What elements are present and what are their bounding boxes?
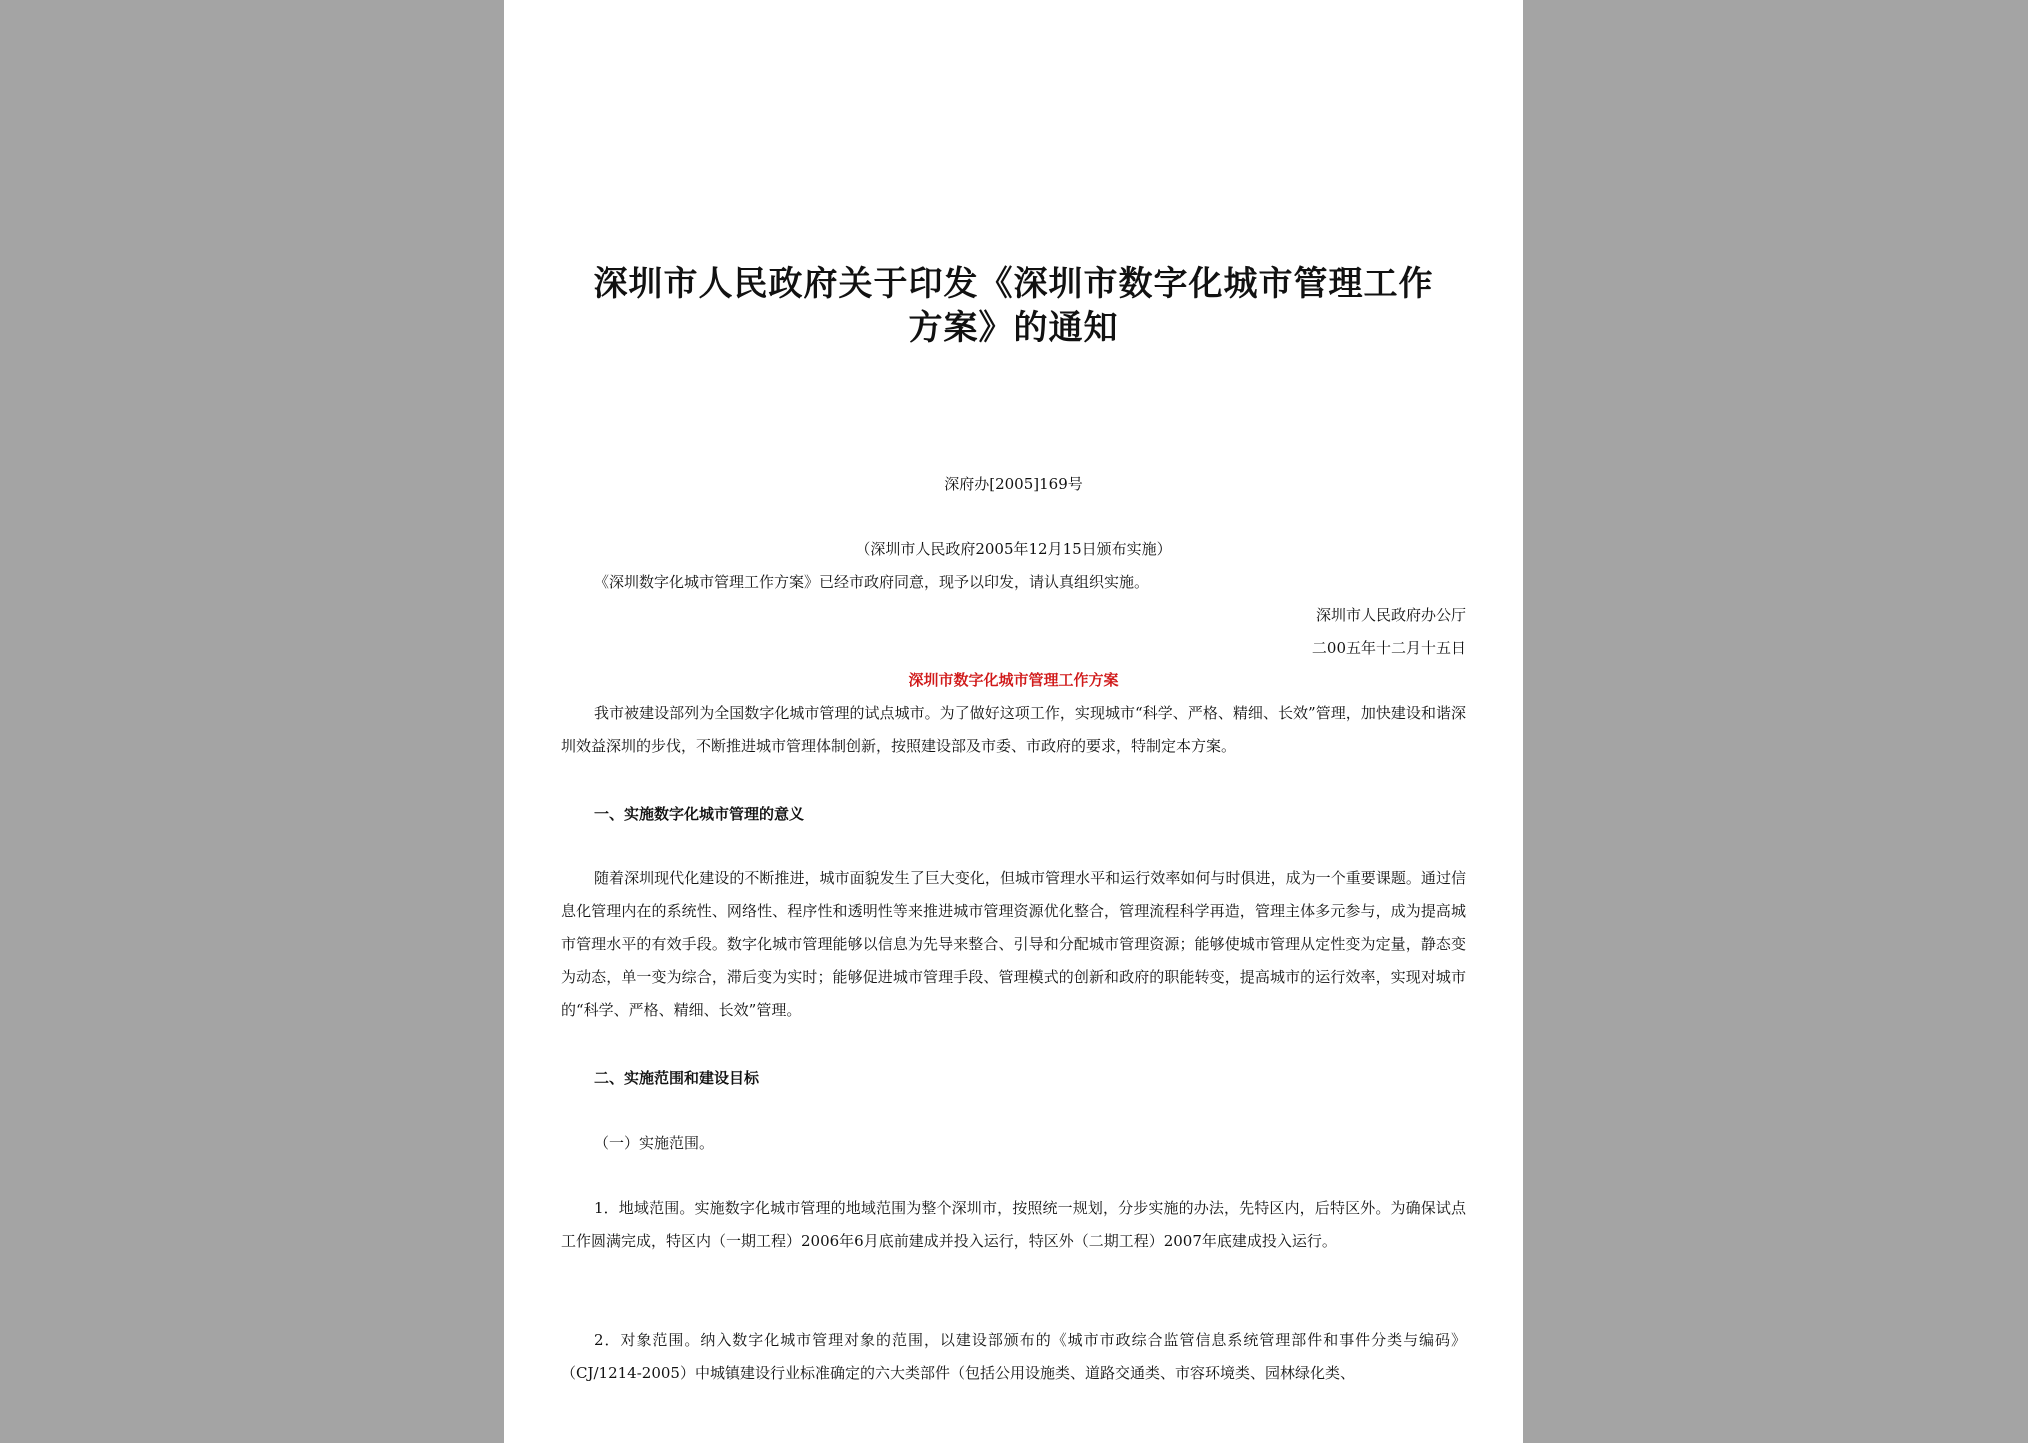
plan-title: 深圳市数字化城市管理工作方案 — [908, 671, 1119, 689]
document-title — [561, 262, 1466, 350]
section-2-heading: 二、实施范围和建设目标 — [594, 1069, 760, 1087]
item-2-paragraph: 2．对象范围。纳入数字化城市管理对象的范围，以建设部颁布的《城市市政综合监管信息系统管理部件和事件分类与编码》（CJ/1214-2005）中城镇建设行业标准确定的六大类部件（包括公用设施类、道路交通类、市容环境类、园林绿化类、 — [561, 1331, 1466, 1382]
subsection-1-heading: （一）实施范围。 — [594, 1134, 715, 1152]
section-1-heading: 一、实施数字化城市管理的意义 — [594, 805, 805, 823]
signatory: 深圳市人民政府办公厅 — [1315, 606, 1466, 624]
sign-date: 二00五年十二月十五日 — [1311, 639, 1466, 657]
item-1-paragraph: 1．地域范围。实施数字化城市管理的地域范围为整个深圳市，按照统一规划，分步实施的办法，先特区内，后特区外。为确保试点工作圆满完成，特区内（一期工程）2006年6月底前建成并投入运行，特区外（二期工程）2007年底建成投入运行。 — [561, 1199, 1466, 1250]
section-1-paragraph: 随着深圳现代化建设的不断推进，城市面貌发生了巨大变化，但城市管理水平和运行效率如何与时俱进，成为一个重要课题。通过信息化管理内在的系统性、网络性、程序性和透明性等来推进城市管理资源优化整合，管理流程科学再造，管理主体多元参与，成为提高城市管理水平的有效手段。数字化城市管理能够以信息为先导来整合、引导和分配城市管理资源；能够使城市管理从定性变为定量，静态变为动态，单一变为综合，滞后变为实时；能够促进城市管理手段、管理模式的创新和政府的职能转变，提高城市的运行效率，实现对城市的“科学、严格、精细、长效”管理。 — [561, 869, 1466, 1019]
intro-text: 《深圳数字化城市管理工作方案》已经市政府同意，现予以印发，请认真组织实施。 — [594, 573, 1150, 591]
issue-note: （深圳市人民政府2005年12月15日颁布实施） — [855, 540, 1172, 558]
document-number: 深府办[2005]169号 — [944, 475, 1083, 493]
document-page[interactable] — [504, 0, 1523, 1443]
preface-paragraph: 我市被建设部列为全国数字化城市管理的试点城市。为了做好这项工作，实现城市“科学、严格、精细、长效”管理，加快建设和谐深圳效益深圳的步伐，不断推进城市管理体制创新，按照建设部及市委、市政府的要求，特制定本方案。 — [561, 704, 1466, 755]
title-line-2: 方案》的通知 — [908, 308, 1119, 348]
title-line-1: 深圳市人民政府关于印发《深圳市数字化城市管理工作 — [593, 264, 1434, 304]
